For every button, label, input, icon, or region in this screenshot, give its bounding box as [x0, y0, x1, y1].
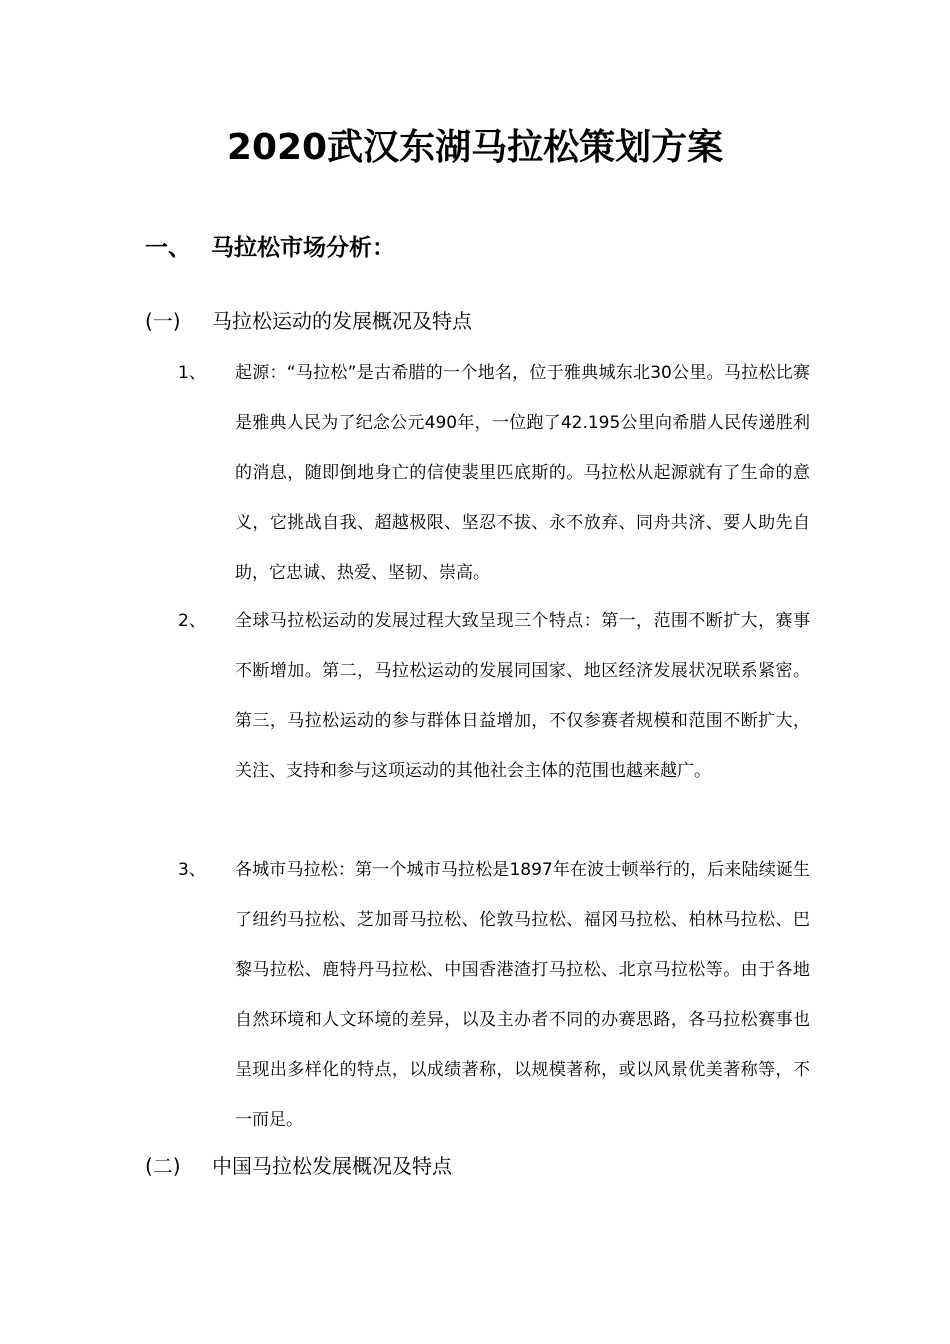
list-item-origin [178, 348, 818, 598]
section-heading-text: 马拉松市场分析： [211, 235, 395, 261]
list-item-text: 全球马拉松运动的发展过程大致呈现三个特点：第一，范围不断扩大，赛事不断增加。第二，马拉松运动的发展同国家、地区经济发展状况联系紧密。第三，马拉松运动的参与群体日益增加，不仅参赛者规模和范围不断扩大，关注、支持和参与这项运动的其他社会主体的范围也越来越广。 [235, 611, 810, 781]
list-item-number: 1、 [178, 363, 206, 383]
subsection-number: (一) [145, 309, 181, 333]
subsection-heading-china [145, 1150, 452, 1182]
list-item-text: 各城市马拉松：第一个城市马拉松是1897年在波士顿举行的，后来陆续诞生了纽约马拉松、芝加哥马拉松、伦敦马拉松、福冈马拉松、柏林马拉松、巴黎马拉松、鹿特丹马拉松、中国香港渣打马拉松、北京马拉松等。由于各地自然环境和人文环境的差异，以及主办者不同的办赛思路，各马拉松赛事也呈现出多样化的特点，以成绩著称，以规模著称，或以风景优美著称等，不一而足。 [235, 860, 810, 1130]
section-number: 一、 [145, 235, 191, 261]
subsection-heading-text: 马拉松运动的发展概况及特点 [212, 309, 472, 333]
list-item-city-marathons [178, 845, 818, 1145]
list-item-number: 2、 [178, 611, 206, 631]
list-item-text: 起源：“马拉松”是古希腊的一个地名，位于雅典城东北30公里。马拉松比赛是雅典人民为了纪念公元490年，一位跑了42.195公里向希腊人民传递胜利的消息，随即倒地身亡的信使裴里匹底斯的。马拉松从起源就有了生命的意义，它挑战自我、超越极限、坚忍不拔、永不放弃、同舟共济、要人助先自助，它忠诚、热爱、坚韧、崇高。 [235, 363, 810, 583]
list-item-global-trend [178, 596, 818, 796]
list-item-number: 3、 [178, 860, 206, 880]
subsection-number: (二) [145, 1154, 181, 1178]
section-heading-market-analysis [145, 228, 395, 268]
document-title: 2020武汉东湖马拉松策划方案 [226, 127, 724, 168]
subsection-heading-text: 中国马拉松发展概况及特点 [212, 1154, 452, 1178]
subsection-heading-development [145, 305, 472, 337]
